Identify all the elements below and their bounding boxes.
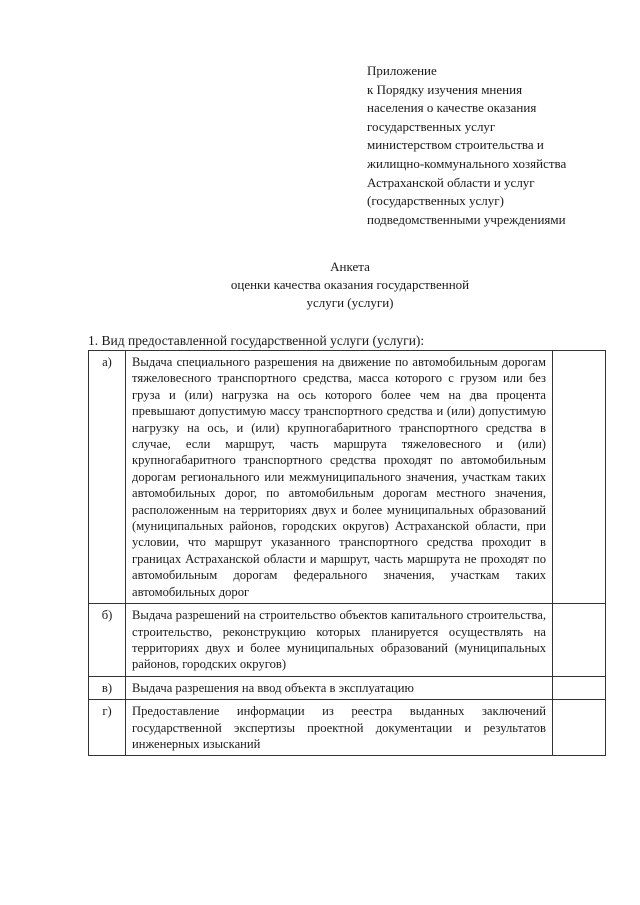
table-row — [89, 604, 606, 677]
appendix-note — [367, 62, 627, 229]
section-1-heading: 1. Вид предоставленной государственной услуги (услуги): — [88, 333, 425, 348]
questionnaire-title — [150, 258, 550, 312]
appendix-line: подведомственными учреждениями — [367, 211, 566, 227]
row-letter: г) — [89, 700, 126, 756]
table-row — [89, 351, 606, 604]
row-letter: в) — [89, 676, 126, 699]
appendix-line: к Порядку изучения мнения — [367, 81, 523, 97]
appendix-line: министерством строительства и — [367, 137, 544, 153]
appendix-line: населения о качестве оказания — [367, 100, 537, 116]
selection-cell[interactable] — [553, 604, 606, 677]
service-description: Предоставление информации из реестра выданных заключений государственной экспертизы проектной документации и результатов инженерных изысканий — [126, 700, 553, 756]
selection-cell[interactable] — [553, 676, 606, 699]
service-description: Выдача специального разрешения на движение по автомобильным дорогам тяжеловесного транспортного средства, масса которого с грузом или без груза и (или) нагрузка на ось которого более чем на два процента превышают допустимую массу транспортного средства и (или) допустимую нагрузку на ось, и (или) крупногабаритного транспортного средства в случае, если маршрут, часть маршрута тяжеловесного и (или) крупногабаритного транспортного средства проходят по автомобильным дорогам регионального или межмуниципального значения, участкам таких автомобильных дорог, по автомобильным дорогам местного значения, расположенным на территориях двух и более муниципальных образований (муниципальных районов, городских округов) Астраханской области, при условии, что маршрут указанного транспортного средства проходит в границах Астраханской области и маршрут, часть маршрута не проходят по автомобильным дорогам федерального значения, участкам таких автомобильных дорог — [126, 351, 553, 604]
selection-cell[interactable] — [553, 700, 606, 756]
table-row — [89, 676, 606, 699]
row-letter: б) — [89, 604, 126, 677]
title-line-1: Анкета — [330, 259, 370, 274]
appendix-line: государственных услуг — [367, 118, 496, 134]
table-row — [89, 700, 606, 756]
services-table — [88, 350, 606, 756]
appendix-line: Астраханской области и услуг — [367, 174, 535, 190]
selection-cell[interactable] — [553, 351, 606, 604]
title-line-2: оценки качества оказания государственной — [230, 277, 470, 292]
service-description: Выдача разрешения на ввод объекта в эксплуатацию — [126, 676, 553, 699]
row-letter: а) — [89, 351, 126, 604]
appendix-line: (государственных услуг) — [367, 193, 504, 209]
service-description: Выдача разрешений на строительство объектов капитального строительства, строительство, реконструкцию которых планируется осуществлять на территориях двух и более муниципальных образований (муниципальных районов, городских округов) — [126, 604, 553, 677]
title-line-3: услуги (услуги) — [306, 295, 394, 310]
appendix-line: Приложение — [367, 63, 437, 78]
appendix-line: жилищно-коммунального хозяйства — [367, 155, 567, 171]
